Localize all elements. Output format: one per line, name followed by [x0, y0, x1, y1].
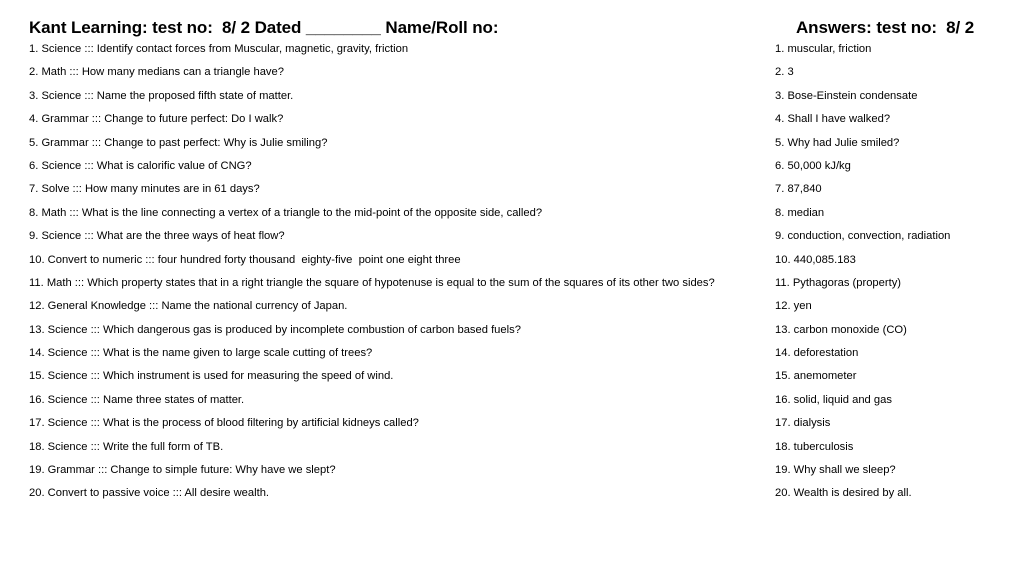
questions-title: Kant Learning: test no: 8/ 2 Dated ________ Name/Roll no: — [29, 18, 499, 37]
answer-item: 6. 50,000 kJ/kg — [775, 159, 851, 172]
question-item: 7. Solve ::: How many minutes are in 61 days? — [29, 183, 260, 196]
question-item: 2. Math ::: How many medians can a triangle have? — [29, 66, 284, 79]
answer-item: 3. Bose-Einstein condensate — [775, 89, 918, 102]
answer-item: 13. carbon monoxide (CO) — [775, 323, 907, 336]
answer-item: 16. solid, liquid and gas — [775, 393, 892, 406]
answers-list — [775, 42, 1005, 502]
question-item: 4. Grammar ::: Change to future perfect: Do I walk? — [29, 113, 284, 126]
question-item: 18. Science ::: Write the full form of TB. — [29, 440, 224, 453]
question-item: 3. Science ::: Name the proposed fifth state of matter. — [29, 89, 294, 102]
answer-item: 14. deforestation — [775, 347, 859, 360]
question-item: 6. Science ::: What is calorific value of CNG? — [29, 159, 252, 172]
question-item: 19. Grammar ::: Change to simple future: Why have we slept? — [29, 464, 336, 477]
question-item: 5. Grammar ::: Change to past perfect: Why is Julie smiling? — [29, 136, 328, 149]
question-item: 20. Convert to passive voice ::: All desire wealth. — [29, 487, 270, 500]
question-item: 17. Science ::: What is the process of blood filtering by artificial kidneys called? — [29, 417, 419, 430]
answer-item: 9. conduction, convection, radiation — [775, 230, 951, 243]
answer-item: 4. Shall I have walked? — [775, 113, 891, 126]
answer-item: 20. Wealth is desired by all. — [775, 487, 912, 500]
question-item: 9. Science ::: What are the three ways of heat flow? — [29, 230, 285, 243]
answer-item: 10. 440,085.183 — [775, 253, 856, 266]
answer-item: 11. Pythagoras (property) — [775, 276, 902, 289]
question-item: 13. Science ::: Which dangerous gas is produced by incomplete combustion of carbon based fuels? — [29, 323, 521, 336]
answer-item: 2. 3 — [775, 66, 794, 79]
answers-title: Answers: test no: 8/ 2 — [796, 18, 975, 37]
questions-list — [29, 42, 729, 502]
answer-item: 8. median — [775, 206, 825, 219]
answer-item: 17. dialysis — [775, 417, 831, 430]
answer-item: 7. 87,840 — [775, 183, 822, 196]
question-item: 14. Science ::: What is the name given to large scale cutting of trees? — [29, 347, 373, 360]
answer-item: 18. tuberculosis — [775, 440, 854, 453]
question-item: 1. Science ::: Identify contact forces from Muscular, magnetic, gravity, friction — [29, 43, 409, 55]
question-item: 11. Math ::: Which property states that in a right triangle the square of hypotenuse is equal to the sum of the squares of its other two sides? — [29, 276, 715, 289]
answer-item: 5. Why had Julie smiled? — [775, 136, 900, 149]
answer-item: 19. Why shall we sleep? — [775, 464, 896, 477]
question-item: 15. Science ::: Which instrument is used for measuring the speed of wind. — [29, 370, 394, 383]
question-item: 8. Math ::: What is the line connecting a vertex of a triangle to the mid-point of the opposite side, called? — [29, 206, 543, 219]
question-item: 16. Science ::: Name three states of matter. — [29, 393, 245, 406]
question-item: 10. Convert to numeric ::: four hundred forty thousand eighty-five point one eight three — [29, 253, 461, 266]
answer-item: 1. muscular, friction — [775, 43, 872, 55]
questions-panel — [29, 15, 729, 510]
answers-panel — [775, 15, 1005, 510]
answer-item: 12. yen — [775, 300, 812, 313]
question-item: 12. General Knowledge ::: Name the national currency of Japan. — [29, 300, 348, 313]
answer-item: 15. anemometer — [775, 370, 857, 383]
